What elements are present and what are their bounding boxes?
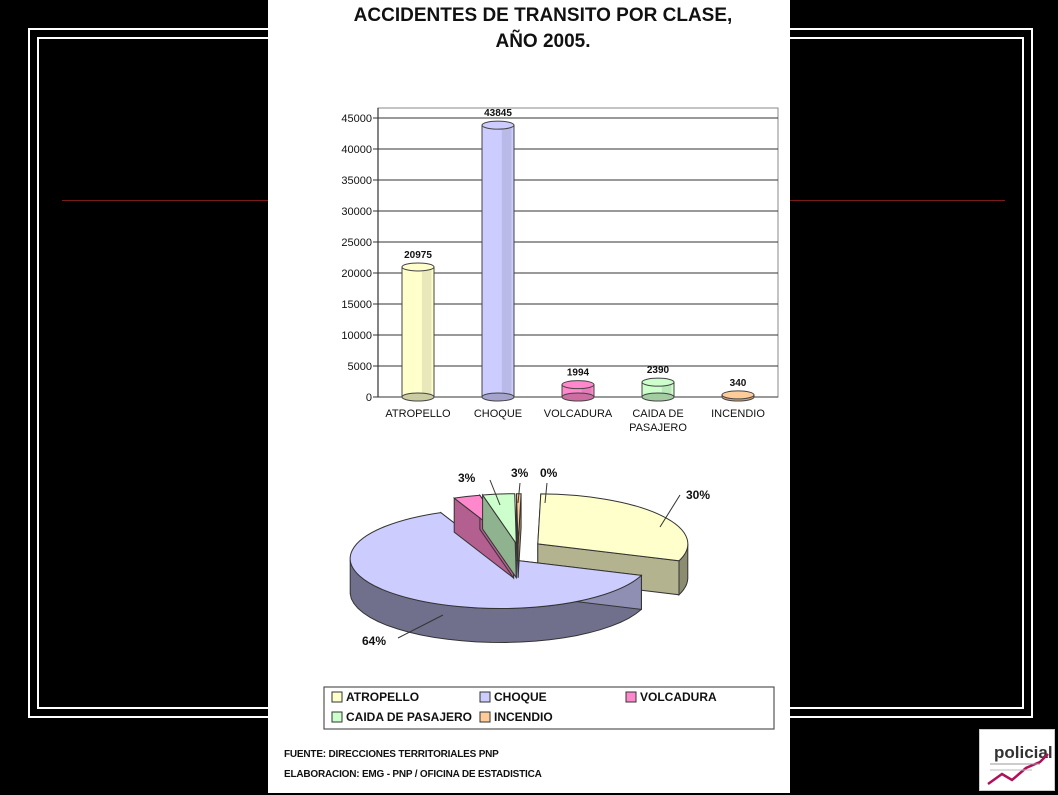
bar-data-label: 340 (729, 377, 747, 389)
legend-entry (332, 690, 419, 704)
x-tick-label: VOLCADURA (543, 408, 613, 420)
legend-label: ATROPELLO (346, 690, 420, 704)
pie-legend (268, 685, 790, 735)
legend-swatch (626, 692, 636, 702)
title-line-2: AÑO 2005. (495, 31, 591, 52)
x-tick-label: ATROPELLO (385, 408, 451, 420)
pie-percent-label: 3% (458, 471, 476, 485)
plot-area (378, 108, 778, 397)
bar-data-label: 1994 (566, 367, 590, 379)
y-tick-label: 35000 (341, 175, 372, 187)
x-tick-label: INCENDIO (711, 408, 765, 420)
bar-data-label: 20975 (404, 249, 432, 261)
footer-source: FUENTE: DIRECCIONES TERRITORIALES PNP (284, 749, 499, 760)
legend-swatch (480, 712, 490, 722)
y-tick-label: 0 (365, 392, 372, 404)
bar-incendio (722, 391, 754, 401)
bar-volcadura (562, 381, 594, 401)
legend-label: CAIDA DE PASAJERO (346, 710, 473, 724)
bar-data-label: 2390 (646, 365, 670, 377)
x-tick-label: CHOQUE (473, 408, 523, 420)
pie-percent-label: 3% (511, 466, 529, 480)
title-line-1: ACCIDENTES DE TRANSITO POR CLASE, (353, 5, 733, 26)
legend-label: INCENDIO (494, 710, 553, 724)
bar-chart (268, 0, 790, 450)
legend-entry (480, 690, 547, 704)
y-tick-label: 5000 (347, 361, 372, 373)
legend-label: CHOQUE (494, 690, 547, 704)
x-tick-label: PASAJERO (629, 422, 687, 434)
x-tick-label: CAIDA DE (632, 408, 684, 420)
y-tick-label: 20000 (341, 268, 372, 280)
pie-percent-label: 64% (362, 634, 387, 648)
pie-percent-label: 0% (540, 466, 558, 480)
bar-atropello (402, 263, 434, 401)
y-tick-label: 15000 (341, 299, 372, 311)
bar-data-label: 43845 (484, 108, 512, 120)
bar-choque (482, 121, 514, 401)
footer-elaboration: ELABORACION: EMG - PNP / OFICINA DE ESTADISTICA (284, 769, 542, 780)
y-tick-label: 30000 (341, 206, 372, 218)
y-tick-label: 40000 (341, 144, 372, 156)
legend-swatch (480, 692, 490, 702)
legend-label: VOLCADURA (640, 690, 717, 704)
divider-right (790, 200, 1005, 201)
legend-swatch (332, 692, 342, 702)
divider-left (62, 200, 268, 201)
y-tick-label: 25000 (341, 237, 372, 249)
report-panel (268, 0, 790, 793)
legend-swatch (332, 712, 342, 722)
logo-text: policial (994, 743, 1053, 762)
legend-entry (626, 690, 717, 704)
policial-logo (979, 729, 1055, 791)
y-tick-label: 45000 (341, 113, 372, 125)
pie-percent-label: 30% (686, 488, 711, 502)
y-tick-label: 10000 (341, 330, 372, 342)
legend-entry (332, 710, 472, 724)
bar-caida-de-pasajero (642, 378, 674, 401)
